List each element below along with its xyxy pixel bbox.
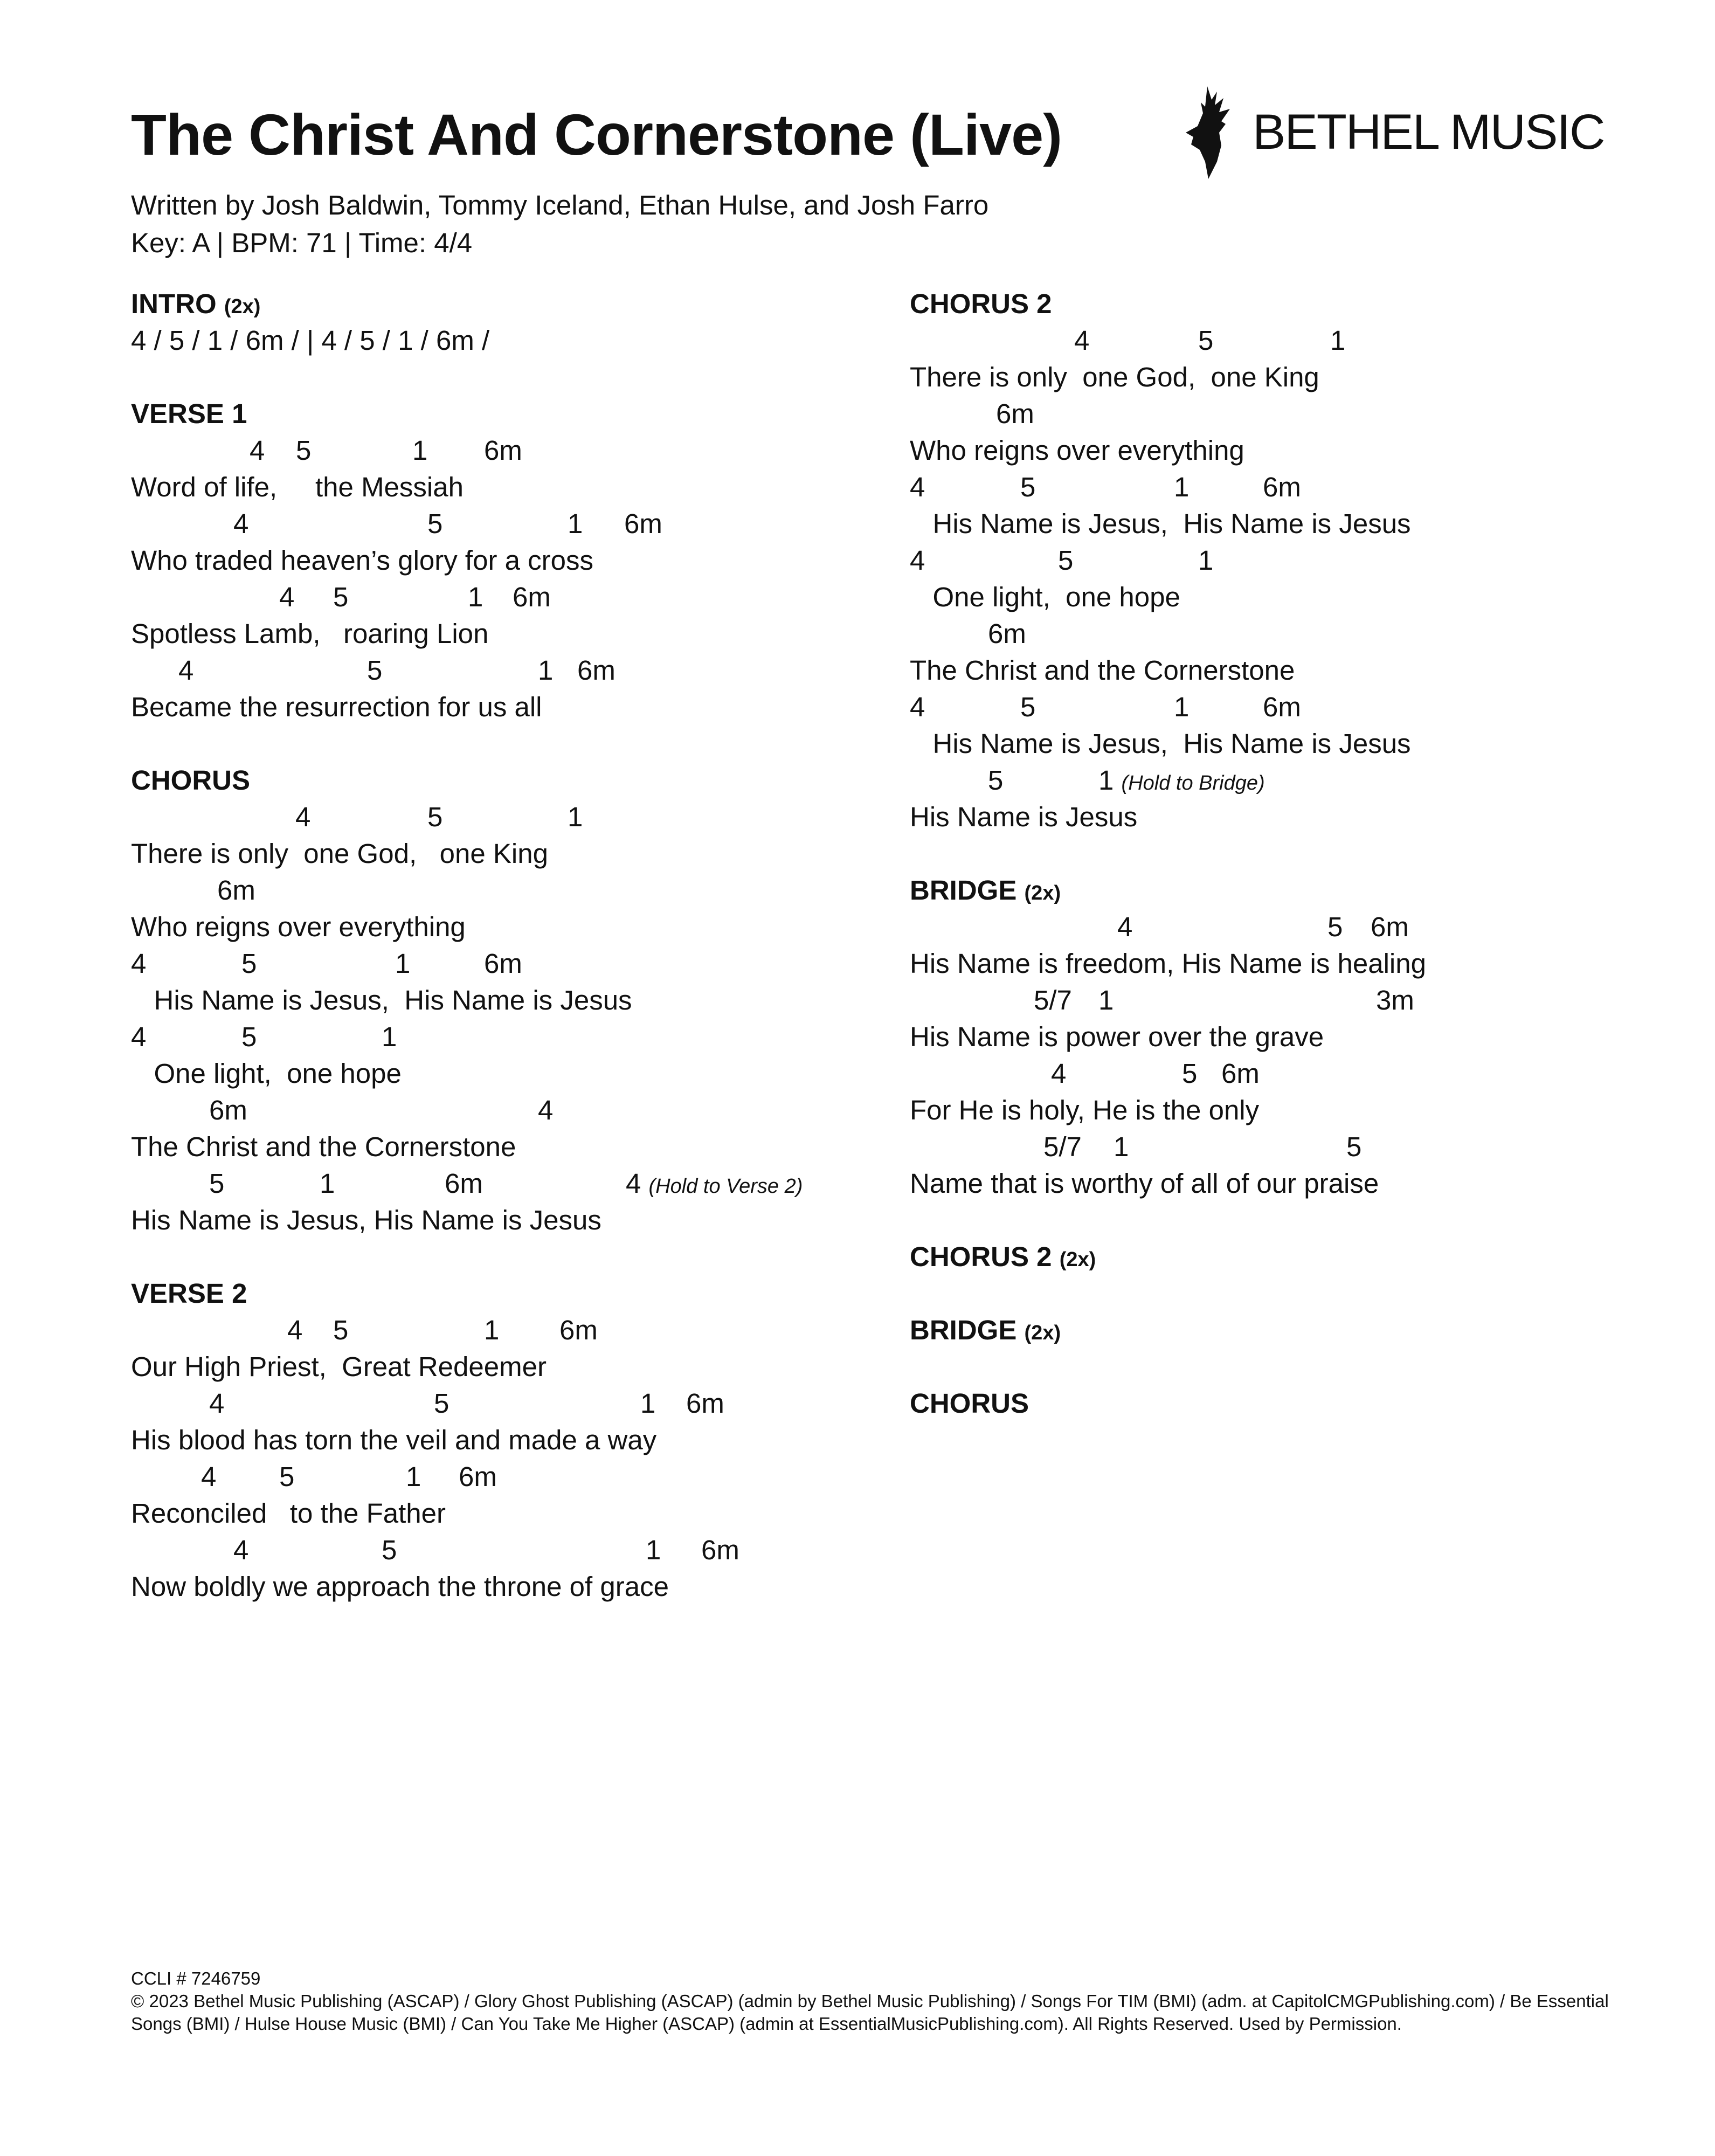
chord: 4 (910, 472, 925, 502)
chord: 5 (1020, 472, 1036, 502)
section-title: VERSE 1 (131, 398, 247, 429)
bridge-section (910, 872, 1691, 1202)
lyric-line: Name that is worthy of all of our praise (910, 1168, 1379, 1199)
chord: 6m (1371, 911, 1409, 942)
lyric-line: His Name is Jesus (910, 801, 1138, 832)
lyric-line: Our High Priest, Great Redeemer (131, 1351, 547, 1382)
chord: 6m (217, 875, 255, 906)
chord: 1 (1114, 1131, 1129, 1162)
chord: 4 (201, 1461, 217, 1492)
left-column (131, 286, 896, 1642)
chord: 6m (484, 948, 522, 979)
chord: 5 (241, 948, 257, 979)
intro-section (131, 286, 896, 359)
lyric-line: One light, one hope (131, 1058, 402, 1089)
lyric-line: Word of life, the Messiah (131, 472, 464, 502)
chord: 1 (320, 1168, 335, 1199)
chord: 1 (1174, 692, 1190, 722)
chord: 5 (333, 1315, 349, 1345)
intro-chord-line: 4 / 5 / 1 / 6m / | 4 / 5 / 1 / 6m / (131, 325, 490, 356)
chord: 6m (459, 1461, 497, 1492)
chord: 4 (233, 508, 249, 539)
chord: 5 (1327, 911, 1343, 942)
song-key-info: Key: A | BPM: 71 | Time: 4/4 (131, 227, 473, 258)
chord: 6m (686, 1388, 724, 1419)
chord: 6m (1263, 692, 1301, 722)
chord: 4 (178, 655, 194, 686)
lyric-line: One light, one hope (910, 582, 1180, 612)
lyric-line: Who traded heaven’s glory for a cross (131, 545, 593, 576)
lyric-line: Who reigns over everything (910, 435, 1244, 466)
lyric-line: Became the resurrection for us all (131, 692, 542, 722)
chord: 6m (624, 508, 662, 539)
chord: 1 (640, 1388, 656, 1419)
chord: 5 (333, 582, 349, 612)
hold-note: (Hold to Bridge) (1121, 772, 1265, 794)
chord: 1 (484, 1315, 500, 1345)
lyric-line: His Name is Jesus, His Name is Jesus (131, 985, 632, 1015)
chord: 1 (1330, 325, 1346, 356)
chord: 5/7 (1034, 985, 1072, 1015)
lyric-line: There is only one God, one King (910, 362, 1319, 392)
chord-line (131, 652, 896, 689)
copyright-footer (131, 1967, 1640, 2035)
ccli-number: CCLI # 7246759 (131, 1968, 261, 1988)
chord: 6m (996, 398, 1034, 429)
chord: 4 (910, 545, 925, 576)
brand-wordmark: BETHEL MUSIC (1253, 104, 1605, 160)
chord: 4 (209, 1388, 225, 1419)
chord: 5 (279, 1461, 295, 1492)
chord: 5 (367, 655, 383, 686)
chord: 1 (1174, 472, 1190, 502)
chord-line (131, 1385, 896, 1422)
verse2-section (131, 1275, 896, 1605)
chord: 4 (910, 692, 925, 722)
chord-line (131, 1165, 896, 1202)
chord: 6m (988, 618, 1026, 649)
chord-line (910, 1055, 1691, 1092)
chord: 3m (1376, 985, 1414, 1015)
chord: 5 (434, 1388, 450, 1419)
chord: 5/7 (1043, 1131, 1082, 1162)
chord: 6m (1221, 1058, 1260, 1089)
bethel-music-logo (1170, 81, 1605, 183)
chord: 4 (1051, 1058, 1067, 1089)
chord: 4 (233, 1535, 249, 1565)
chord: 4 (295, 801, 311, 832)
chord: 5 (427, 801, 443, 832)
chord: 5 (382, 1535, 397, 1565)
chord-line (131, 945, 896, 982)
chord-line (131, 1312, 896, 1349)
chord: 5 (1020, 692, 1036, 722)
outro-chorus2-section (910, 1239, 1691, 1275)
chord: 1 (406, 1461, 421, 1492)
chord: 4 (1117, 911, 1133, 942)
chord: 1 (468, 582, 483, 612)
chord: 1 (646, 1535, 661, 1565)
hold-note: (Hold to Verse 2) (648, 1175, 803, 1198)
lyric-line: Who reigns over everything (131, 911, 466, 942)
chord-line (131, 579, 896, 616)
lyric-line: The Christ and the Cornerstone (910, 655, 1295, 686)
stag-head-icon (1170, 81, 1250, 183)
chord: 5 (1198, 325, 1214, 356)
section-title: CHORUS 2 (2x) (910, 1241, 1096, 1272)
section-title: CHORUS 2 (910, 288, 1052, 319)
chord: 4 (538, 1095, 554, 1125)
chord: 1 (412, 435, 428, 466)
chord: 1 (Hold to Bridge) (1098, 765, 1265, 796)
right-column (910, 286, 1691, 1459)
section-title: BRIDGE (2x) (910, 875, 1061, 906)
chord: 5 (1058, 545, 1074, 576)
chord: 6m (559, 1315, 598, 1345)
writers-credit: Written by Josh Baldwin, Tommy Iceland, Ethan Hulse, and Josh Farro (131, 190, 989, 220)
chord: 1 (1198, 545, 1214, 576)
chord-line (910, 542, 1691, 579)
chord: 6m (484, 435, 522, 466)
chord: 5 (988, 765, 1004, 796)
outro-chorus-section (910, 1385, 1691, 1422)
chord-line (131, 1092, 896, 1129)
section-title: VERSE 2 (131, 1278, 247, 1309)
chord: 4 (1074, 325, 1090, 356)
chord: 4 (Hold to Verse 2) (626, 1168, 803, 1199)
chord: 6m (209, 1095, 247, 1125)
chord-line (910, 469, 1691, 506)
chord-line (910, 689, 1691, 725)
chord: 5 (427, 508, 443, 539)
chord: 6m (577, 655, 616, 686)
chord-line (131, 799, 896, 835)
lyric-line: His Name is Jesus, His Name is Jesus (910, 508, 1411, 539)
chord-line (131, 432, 896, 469)
lyric-line: His blood has torn the veil and made a way (131, 1425, 657, 1455)
chord: 5 (1346, 1131, 1362, 1162)
chord: 4 (279, 582, 295, 612)
chord: 1 (568, 801, 583, 832)
chord-line (910, 982, 1691, 1019)
verse1-section (131, 396, 896, 725)
chord: 5 (296, 435, 312, 466)
chord: 5 (1182, 1058, 1198, 1089)
lyric-line: Spotless Lamb, roaring Lion (131, 618, 489, 649)
chorus2-section (910, 286, 1691, 835)
section-title: CHORUS (131, 765, 251, 796)
chord-line (910, 762, 1691, 799)
lyric-line: Reconciled to the Father (131, 1498, 446, 1529)
chord: 6m (701, 1535, 739, 1565)
chord: 1 (538, 655, 554, 686)
chord: 5 (241, 1021, 257, 1052)
section-title: BRIDGE (2x) (910, 1315, 1061, 1345)
song-title: The Christ And Cornerstone (Live) (131, 102, 1062, 167)
chorus-section (131, 762, 896, 1239)
lyric-line: His Name is freedom, His Name is healing (910, 948, 1426, 979)
lyric-line: For He is holy, He is the only (910, 1095, 1260, 1125)
chord-line (131, 1019, 896, 1055)
chord: 4 (287, 1315, 303, 1345)
lyric-line: His Name is Jesus, His Name is Jesus (131, 1205, 601, 1235)
chord: 1 (395, 948, 411, 979)
chord: 1 (568, 508, 583, 539)
chord: 6m (1263, 472, 1301, 502)
section-title: CHORUS (910, 1388, 1029, 1419)
chord-line (131, 506, 896, 542)
copyright-text: © 2023 Bethel Music Publishing (ASCAP) / Glory Ghost Publishing (ASCAP) (admin by Bethel Music Publishing) / Songs For TIM (BMI) (adm. at CapitolCMGPublishing.com) / Be Essential Songs (BMI) / Hulse House Music (BMI) / Can You Take Me Higher (ASCAP) (admin at EssentialMusicPublishing.com). All Rights Reserved. Used by Permission. (131, 1991, 1609, 2034)
chord-line (131, 872, 896, 909)
lyric-line: Now boldly we approach the throne of grace (131, 1571, 669, 1602)
chord-line (910, 616, 1691, 652)
chord: 4 (250, 435, 265, 466)
chord-line (910, 909, 1691, 945)
chord: 1 (1098, 985, 1114, 1015)
chord: 4 (131, 948, 147, 979)
chord-line (910, 396, 1691, 432)
chord: 6m (513, 582, 551, 612)
chord-line (910, 322, 1691, 359)
chord-line (131, 1459, 896, 1495)
chord: 5 (209, 1168, 225, 1199)
lyric-line: His Name is power over the grave (910, 1021, 1324, 1052)
chord-line (131, 1532, 896, 1568)
lyric-line: His Name is Jesus, His Name is Jesus (910, 728, 1411, 759)
chord-line (910, 1129, 1691, 1165)
section-title: INTRO (2x) (131, 288, 261, 319)
chord: 1 (382, 1021, 397, 1052)
lyric-line: The Christ and the Cornerstone (131, 1131, 516, 1162)
chord: 4 (131, 1021, 147, 1052)
outro-bridge-section (910, 1312, 1691, 1349)
lyric-line: There is only one God, one King (131, 838, 548, 869)
chord: 6m (445, 1168, 483, 1199)
